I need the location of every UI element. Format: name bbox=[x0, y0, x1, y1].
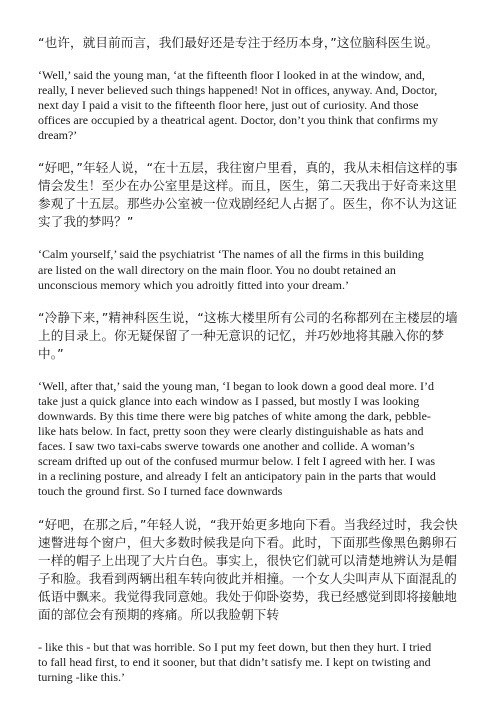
paragraph-zh-4: “好吧，在那之后，”年轻人说，“我开始更多地向下看。当我经过时，我会快 速瞥进每个窗户，但大多数时候我是向下看。此时，下面那些像黑色鹅卵石 一样的帽子上出现了大片白色。事实上，很快它们就可以清楚地辨认为是帽 子和脸。我看到两辆出租车转向彼此并相撞。一个女人尖叫声从下面混乱的 低语中飘来。我觉得我同意她。我处于仰卧姿势，我已经感觉到即将接触地 面的部位会有预期的疼痛。所以我脸朝下转 bbox=[38, 516, 458, 622]
paragraph-zh-1: “也许，就目前而言，我们最好还是专注于经历本身，”这位脑科医生说。 bbox=[38, 35, 439, 50]
paragraph-zh-3: “冷静下来，”精神科医生说，“这栋大楼里所有公司的名称都列在主楼层的墙 上的目录上。你无疑保留了一种无意识的记忆，并巧妙地将其融入你的梦 中。” bbox=[38, 309, 458, 361]
paragraph-en-4: - like this - but that was horrible. So I put my feet down, but then they hurt. I tried to fall head first, to end it sooner, but that didn’t satisfy me. I kept on twisting and turning -like this.’ bbox=[38, 639, 432, 684]
paragraph-en-3: ‘Well, after that,’ said the young man, ‘I began to look down a good deal more. I’d take just a quick glance into each window as I passed, but mostly I was looking downwards. By this time there were big patches of white among the dark, pebble- like hats below. In fact, pretty soon they were clearly distinguishable as hats and faces. I saw two taxi-cabs swerve towards one another and collide. A woman’s scream drifted up out of the confused murmur below. I felt I agreed with her. I was in a reclining posture, and already I felt an anticipatory pain in the parts that would touch the ground first. So I turned face downwards bbox=[38, 378, 436, 499]
paragraph-en-1: ‘Well,’ said the young man, ‘at the fifteenth floor I looked in at the window, and, really, I never believed such things happened! Not in offices, anyway. And, Doctor, next day I paid a visit to the fifteenth floor here, just out of curiosity. And those offices are occupied by a theatrical agent. Doctor, don’t you think that confirms my dream?’ bbox=[38, 68, 438, 143]
paragraph-zh-2: “好吧，”年轻人说，“在十五层，我往窗户里看，真的，我从未相信这样的事 情会发生！至少在办公室里是这样。而且，医生，第二天我出于好奇来这里 参观了十五层。那些办公室被一位戏剧经纪人占据了。医生，你不认为这证 实了我的梦吗？” bbox=[38, 160, 458, 230]
paragraph-en-2: ‘Calm yourself,’ said the psychiatrist ‘The names of all the firms in this building are listed on the wall directory on the main floor. You no doubt retained an unconscious memory which you adroitly fitted into your dream.’ bbox=[38, 247, 424, 292]
document-page bbox=[38, 34, 466, 685]
